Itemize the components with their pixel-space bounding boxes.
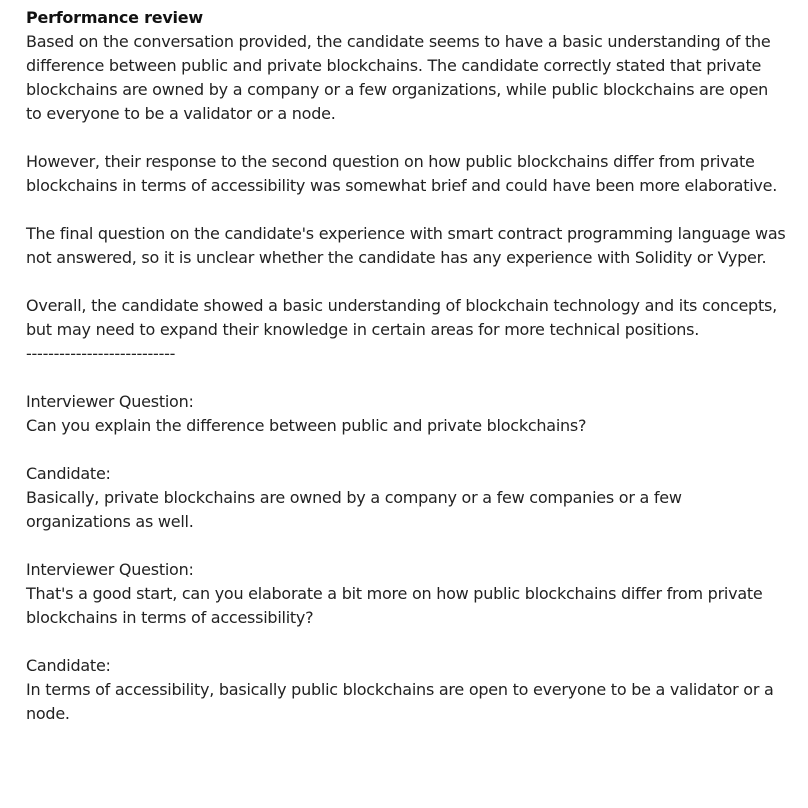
interviewer-question-2: That's a good start, can you elaborate a bit more on how public blockchains differ from private blockchains in terms of accessibility? [26,584,763,627]
transcript-entry-3 [26,558,786,630]
interviewer-label: Interviewer Question: [26,392,194,411]
document [26,6,786,750]
candidate-answer-1: Basically, private blockchains are owned by a company or a few companies or a few organizations as well. [26,488,682,531]
review-title: Performance review [26,8,203,27]
candidate-label: Candidate: [26,656,111,675]
transcript-entry-2 [26,462,786,534]
candidate-label: Candidate: [26,464,111,483]
review-paragraph-4: Overall, the candidate showed a basic understanding of blockchain technology and its concepts, but may need to expand their knowledge in certain areas for more technical positions. [26,296,777,339]
transcript-entry-1 [26,390,786,438]
transcript-entry-4 [26,654,786,726]
review-paragraph-2: However, their response to the second question on how public blockchains differ from private blockchains in terms of accessibility was somewhat brief and could have been more elaborative. [26,152,778,195]
interviewer-question-1: Can you explain the difference between public and private blockchains? [26,416,587,435]
candidate-answer-2: In terms of accessibility, basically public blockchains are open to everyone to be a validator or a node. [26,680,774,723]
section-divider: --------------------------- [26,344,176,363]
review-paragraph-1: Based on the conversation provided, the candidate seems to have a basic understanding of the difference between public and private blockchains. The candidate correctly stated that private blockchains are owned by a company or a few organizations, while public blockchains are open to everyone to be a validator or a node. [26,32,771,123]
review-paragraph-3: The final question on the candidate's experience with smart contract programming language was not answered, so it is unclear whether the candidate has any experience with Solidity or Vyper. [26,224,786,267]
interviewer-label: Interviewer Question: [26,560,194,579]
